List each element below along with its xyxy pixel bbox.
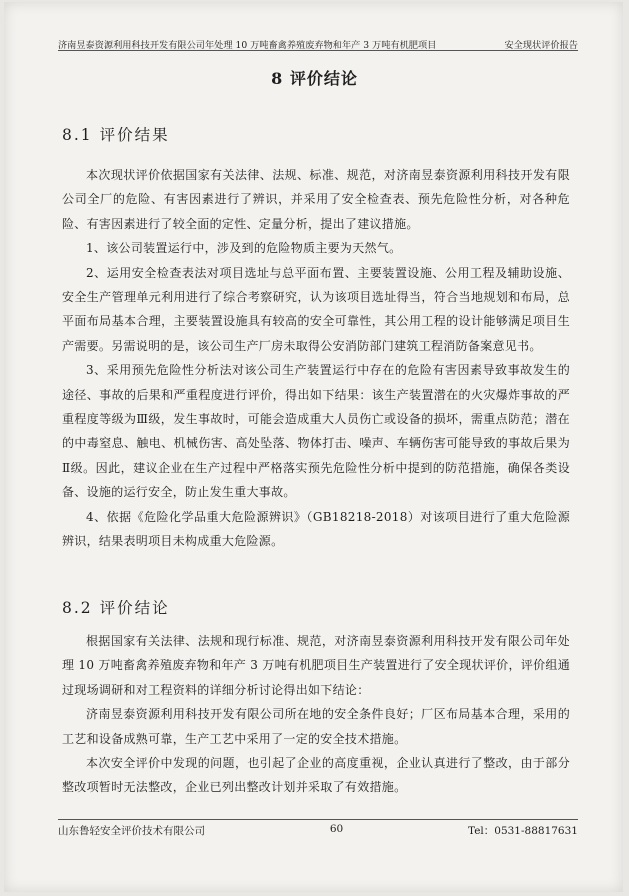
paragraph: 济南昱泰资源利用科技开发有限公司所在地的安全条件良好；厂区布局基本合理，采用的工艺和设备成熟可靠，生产工艺中采用了一定的安全技术措施。	[62, 707, 570, 746]
paragraph: 2、运用安全检查表法对项目选址与总平面布置、主要装置设施、公用工程及辅助设施、安全生产管理单元利用进行了综合考察研究，认为该项目选址得当，符合当地规划和布局，总平面布局基本合理，主要装置设施具有较高的安全可靠性，其公用工程的设计能够满足项目生产需要。另需说明的是，该公司生产厂房未取得公安消防部门建筑工程消防备案意见书。	[62, 265, 570, 353]
chapter-title: 8 评价结论	[271, 69, 358, 88]
footer-page-number: 60	[329, 823, 344, 835]
footer-phone: Tel：0531-88817631	[468, 825, 578, 837]
paragraph: 3、采用预先危险性分析法对该公司生产装置运行中存在的危险有害因素导致事故发生的途径、事故的后果和严重程度进行评价，得出如下结果：该生产装置潜在的火灾爆炸事故的严重程度等级为Ⅲ级，发生事故时，可能会造成重大人员伤亡或设备的损坏，需重点防范；潜在的中毒窒息、触电、机械伤害、高处坠落、物体打击、噪声、车辆伤害可能导致的事故后果为Ⅱ级。因此，建议企业在生产过程中严格落实预先危险性分析中提到的防范措施，确保各类设备、设施的运行安全，防止发生重大事故。	[62, 363, 570, 500]
section-body-results	[62, 163, 570, 554]
header-rule	[58, 50, 578, 51]
section-body-conclusion	[62, 629, 570, 800]
paragraph: 4、依据《危险化学品重大危险源辨识》（GB18218-2018）对该项目进行了重大危险源辨识，结果表明项目未构成重大危险源。	[62, 509, 570, 549]
section-heading-results: 8.1 评价结果	[62, 126, 170, 144]
header-report-name: 安全现状评价报告	[504, 40, 578, 51]
page-header	[58, 37, 578, 51]
page-footer	[58, 823, 578, 838]
paragraph: 本次现状评价依据国家有关法律、法规、标准、规范，对济南昱泰资源利用科技开发有限公司全厂的危险、有害因素进行了辨识，并采用了安全检查表、预先危险性分析，对各种危险、有害因素进行了较全面的定性、定量分析，提出了建议措施。	[62, 168, 570, 231]
section-heading-conclusion: 8.2 评价结论	[62, 599, 170, 617]
paragraph: 根据国家有关法律、法规和现行标准、规范，对济南昱泰资源利用科技开发有限公司年处理 10 万吨畜禽养殖废弃物和年产 3 万吨有机肥项目生产装置进行了安全现状评价，评价组通过现场调研和对工程资料的详细分析讨论得出如下结论：	[62, 634, 570, 697]
footer-company: 山东鲁轻安全评价技术有限公司	[58, 825, 205, 837]
paragraph: 本次安全评价中发现的问题，也引起了企业的高度重视，企业认真进行了整改，由于部分整改项暂时无法整改，企业已列出整改计划并采取了有效措施。	[62, 756, 570, 795]
header-project-title: 济南昱泰资源利用科技开发有限公司年处理 10 万吨畜禽养殖废弃物和年产 3 万吨有机肥项目	[58, 40, 437, 51]
paragraph: 1、该公司装置运行中，涉及到的危险物质主要为天然气。	[86, 241, 402, 256]
footer-rule	[58, 819, 578, 820]
